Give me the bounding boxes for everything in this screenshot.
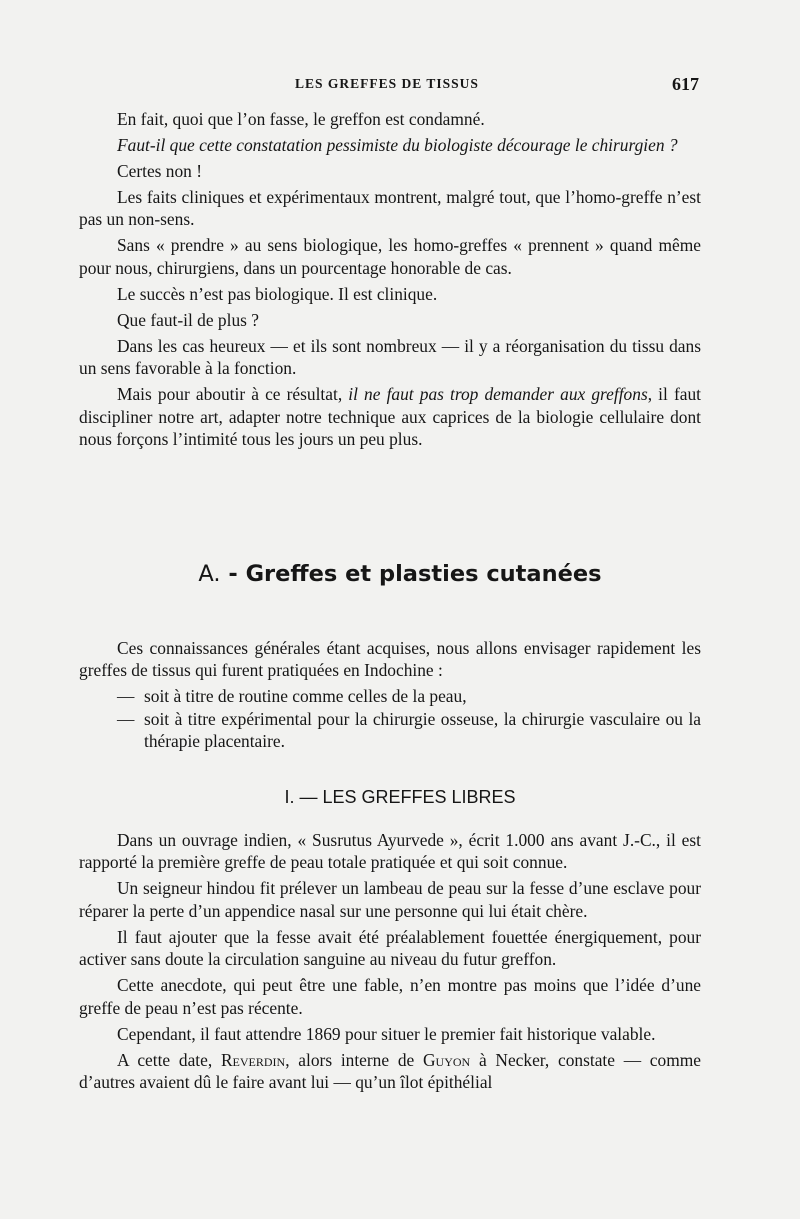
list-item-text: soit à titre expérimental pour la chirurgie osseuse, la chirurgie vasculaire ou la thérapie placentaire. — [144, 708, 701, 752]
text-run: A cette date, — [117, 1049, 221, 1070]
paragraph: En fait, quoi que l’on fasse, le greffon est condamné. — [117, 109, 485, 129]
paragraph — [79, 1049, 701, 1094]
paragraph: Un seigneur hindou fit prélever un lambeau de peau sur la fesse d’une esclave pour réparer la perte d’un appendice nasal sur une personne qui lui était chère. — [79, 878, 701, 921]
paragraph: Les faits cliniques et expérimentaux montrent, malgré tout, que l’homo-greffe n’est pas un non-sens. — [79, 187, 701, 230]
list-item — [79, 708, 701, 753]
text-run: , il faut discipliner notre art, adapter notre technique aux caprices de la biologie cellulaire dont nous forçons l’intimité tous les jours un peu plus. — [79, 384, 701, 450]
intro-text-block — [79, 108, 701, 454]
text-run: Mais pour aboutir à ce résultat, — [117, 384, 349, 405]
section-title: - Greffes et plasties cutanées — [228, 561, 602, 587]
section-heading — [0, 561, 800, 587]
running-title: LES GREFFES DE TISSUS — [295, 76, 479, 91]
dash-marker: — — [117, 708, 135, 729]
paragraph: Ces connaissances générales étant acquises, nous allons envisager rapidement les greffes de tissus qui furent pratiquées en Indochine : — [79, 638, 701, 681]
paragraph: Dans un ouvrage indien, « Susrutus Ayurvede », écrit 1.000 ans avant J.-C., il est rapporté la première greffe de peau totale pratiquée et qui soit connue. — [79, 830, 701, 873]
paragraph — [79, 383, 701, 450]
list-item-text: soit à titre de routine comme celles de la peau, — [144, 686, 467, 707]
paragraph: Que faut-il de plus ? — [117, 309, 259, 330]
paragraph: Le succès n’est pas biologique. Il est clinique. — [117, 283, 438, 304]
overview-text-block — [79, 637, 701, 753]
text-run: à Necker, constate — comme d’autres avaient dû le faire avant lui — qu’un îlot épithélial — [79, 1049, 701, 1093]
paragraph: Dans les cas heureux — et ils sont nombreux — il y a réorganisation du tissu dans un sens favorable à la fonction. — [79, 335, 701, 379]
paragraph: Cependant, il faut attendre 1869 pour situer le premier fait historique valable. — [117, 1023, 656, 1044]
dash-marker: — — [117, 686, 135, 707]
paragraph: Il faut ajouter que la fesse avait été préalablement fouettée énergiquement, pour activer sans doute la circulation sanguine au niveau du futur greffon. — [79, 926, 701, 970]
paragraph: Certes non ! — [117, 161, 203, 181]
paragraph: Sans « prendre » au sens biologique, les homo-greffes « prennent » quand même pour nous, chirurgiens, dans un pourcentage honorable de cas. — [79, 235, 701, 278]
italic-emphasis: il ne faut pas trop demander aux greffons — [348, 384, 648, 405]
text-run: , alors interne de — [285, 1049, 423, 1070]
list-item — [79, 685, 701, 707]
page-number: 617 — [672, 74, 699, 94]
paragraph: Cette anecdote, qui peut être une fable, n’en montre pas moins que l’idée d’une greffe de peau n’est pas récente. — [79, 975, 701, 1018]
paragraph-question: Faut-il que cette constatation pessimiste du biologiste décourage le chirurgien ? — [117, 135, 678, 155]
page-header — [0, 74, 800, 96]
dash-list — [79, 685, 701, 752]
author-name: Reverdin — [220, 1049, 286, 1070]
history-text-block — [79, 829, 701, 1097]
author-name: Guyon — [422, 1049, 471, 1070]
subsection-heading: I. — LES GREFFES LIBRES — [284, 787, 516, 807]
section-letter: A. — [198, 561, 221, 587]
